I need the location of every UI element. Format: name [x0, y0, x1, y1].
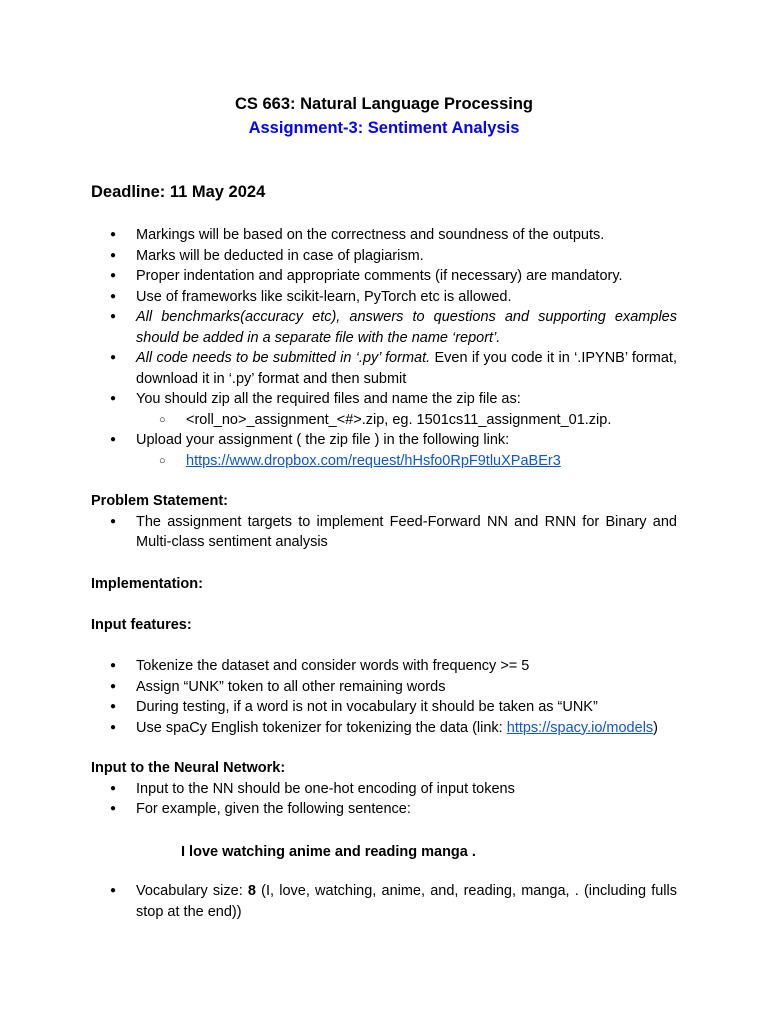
feature-text: )	[653, 719, 659, 736]
vocab-size-value: 8	[247, 883, 256, 899]
rule-text-italic: All benchmarks(accuracy etc), answers to questions and supporting examples should be added in a separate file with the name ‘report’.	[136, 309, 677, 346]
input-features-section	[91, 615, 677, 636]
vocab-section	[91, 881, 677, 922]
rule-text: Marks will be deducted in case of plagiarism.	[136, 247, 424, 264]
feature-text: During testing, if a word is not in vocabulary it should be taken as “UNK”	[136, 699, 598, 715]
rule-text: Upload your assignment ( the zip file ) in the following link:	[136, 432, 510, 448]
input-features-list	[91, 656, 677, 738]
rule-text: Markings will be based on the correctness and soundness of the outputs.	[136, 227, 605, 243]
rule-subitem	[136, 451, 677, 472]
feature-text: Use spaCy English tokenizer for tokenizing the data (link:	[136, 719, 507, 736]
vocab-list	[91, 881, 677, 922]
rule-text: Even if you code it in ‘.IPYNB’ format, download it in ‘.py’ format and then submit	[136, 350, 677, 387]
rule-item	[91, 266, 677, 287]
rule-item	[91, 307, 677, 348]
rules-list	[91, 225, 677, 471]
rule-item	[91, 246, 677, 267]
nn-input-item	[91, 799, 677, 820]
problem-text: The assignment targets to implement Feed-Forward NN and RNN for Binary and Multi-class sentiment analysis	[136, 513, 677, 550]
feature-text: Tokenize the dataset and consider words with frequency >= 5	[136, 658, 530, 674]
feature-item	[91, 697, 677, 718]
implementation-heading: Implementation:	[91, 576, 203, 592]
problem-heading: Problem Statement:	[91, 493, 228, 509]
nn-input-list	[91, 779, 677, 820]
rule-sublist	[136, 410, 677, 431]
rule-item	[91, 430, 677, 471]
problem-section	[91, 491, 677, 553]
rule-text-italic: All code needs to be submitted in ‘.py’ format.	[136, 350, 431, 366]
input-features-list-block	[91, 656, 677, 738]
course-title: CS 663: Natural Language Processing	[234, 95, 533, 113]
vocab-text: (I, love, watching, anime, and, reading, manga, . (including fulls stop at the end))	[136, 883, 677, 920]
input-features-heading: Input features:	[91, 617, 192, 633]
rule-subitem	[136, 410, 677, 431]
dropbox-upload-link[interactable]: https://www.dropbox.com/request/hHsfo0RpF9tluXPaBEr3	[186, 452, 561, 469]
problem-list	[91, 512, 677, 553]
spacy-models-link[interactable]: https://spacy.io/models	[506, 719, 654, 736]
rule-item	[91, 389, 677, 430]
feature-item	[91, 718, 677, 739]
rules-section	[91, 225, 677, 471]
example-sentence: I love watching anime and reading manga .	[181, 844, 476, 860]
problem-item	[91, 512, 677, 553]
rule-text: Proper indentation and appropriate comments (if necessary) are mandatory.	[136, 268, 623, 284]
rule-item	[91, 225, 677, 246]
rule-sublist	[136, 451, 677, 472]
nn-input-text: For example, given the following sentence:	[136, 801, 411, 817]
rule-item	[91, 287, 677, 308]
nn-input-section	[91, 758, 677, 820]
assignment-title: Assignment-3: Sentiment Analysis	[248, 119, 520, 137]
vocab-text: Vocabulary size:	[136, 883, 248, 899]
zip-name-format: <roll_no>_assignment_<#>.zip, eg. 1501cs11_assignment_01.zip.	[186, 411, 612, 428]
nn-input-item	[91, 779, 677, 800]
rule-text: You should zip all the required files and name the zip file as:	[136, 391, 521, 407]
rule-item	[91, 348, 677, 389]
nn-input-text: Input to the NN should be one-hot encoding of input tokens	[136, 780, 515, 797]
vocab-item	[91, 881, 677, 922]
rule-text: Use of frameworks like scikit-learn, PyTorch etc is allowed.	[136, 288, 512, 305]
feature-item	[91, 677, 677, 698]
feature-item	[91, 656, 677, 677]
feature-text: Assign “UNK” token to all other remaining words	[136, 678, 446, 695]
nn-input-heading: Input to the Neural Network:	[91, 760, 286, 776]
implementation-section	[91, 574, 677, 595]
deadline: Deadline: 11 May 2024	[91, 183, 266, 201]
